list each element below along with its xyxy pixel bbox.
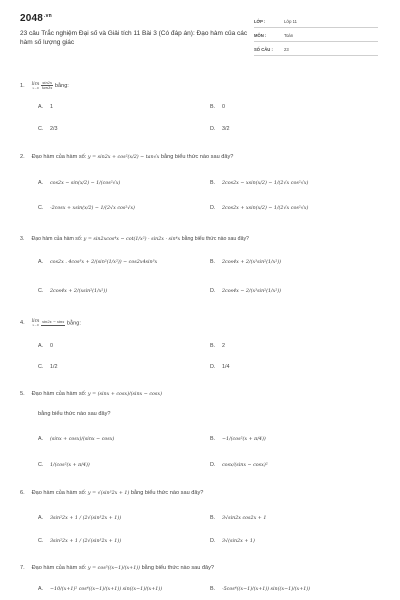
question-number: 2.	[20, 154, 25, 160]
numerator: sin2x	[42, 81, 52, 85]
question-1	[20, 81, 69, 90]
question-tail: bằng biểu thức nào sau đây?	[141, 565, 215, 571]
meta-key: LỚP :	[254, 19, 266, 24]
option-text: 2cos4x + 2/(x³sin²(1/x²))	[222, 260, 282, 265]
question-5-line2: bằng biểu thức nào sau đây?	[38, 411, 111, 417]
question-number: 1.	[20, 83, 25, 90]
q2-option-b[interactable]: B. 2cos2x − xsin(x/2) − 1/(2√x cos²√x)	[210, 180, 309, 186]
meta-value: 23	[284, 47, 289, 52]
option-text: 3√(sin2x + 1)	[222, 539, 255, 544]
question-number: 6.	[20, 490, 25, 496]
q3-option-c[interactable]: C. 2cos4x + 2/(xsin²(1/x²))	[38, 288, 108, 294]
option-text: 2cos4x + 2/(xsin²(1/x²))	[50, 289, 108, 294]
option-text: 3/2	[222, 126, 230, 132]
option-text: 0	[222, 104, 225, 110]
q3-option-a[interactable]: A. cos2x . 4cos³x + 2/(sin²(1/x²)) − cos2x4sin³x	[38, 259, 158, 265]
lim-sub: x→0	[32, 323, 39, 327]
question-tail: bằng biểu thức nào sau đây?	[181, 236, 249, 242]
question-number: 7.	[20, 565, 25, 571]
q4-option-d[interactable]: D. 1/4	[210, 364, 230, 370]
meta-row-class	[254, 14, 378, 28]
q5-option-b[interactable]: B. −1/(cos²(x + π/4))	[210, 436, 266, 442]
q6-option-c[interactable]: C. 3sin²2x + 1 / (2√(sin³2x + 1))	[38, 538, 122, 544]
meta-value: Lớp 11	[284, 19, 297, 24]
option-text: 2cos2x + xsin(x/2) − 1/(2√x cos²√x)	[222, 206, 309, 211]
option-text: 2/3	[50, 126, 58, 132]
q4-option-c[interactable]: C. 1/2	[38, 364, 58, 370]
q1-option-b[interactable]: B. 0	[210, 104, 225, 110]
limit-expression	[32, 82, 40, 90]
logo-suffix: .vn	[44, 13, 52, 19]
option-text: 2cos4x − 2/(x³sin²(1/x²))	[222, 289, 282, 294]
question-text: Đạo hàm của hàm số:	[31, 565, 87, 571]
option-text: 1	[50, 104, 53, 110]
document-title: 23 câu Trắc nghiệm Đại số và Giải tích 11 Bài 3 (Có đáp án): Đạo hàm của các hàm số lượng giác	[20, 30, 248, 46]
question-number: 5.	[20, 391, 25, 397]
q6-option-a[interactable]: A. 3sin²2x + 1 / (2√(sin³2x + 1))	[38, 515, 122, 521]
option-text: −10/(x+1)² cos⁴((x−1)/(x+1)) sin((x−1)/(x+1))	[50, 587, 163, 592]
denominator: tan3x	[42, 86, 53, 91]
q1-option-a[interactable]: A. 1	[38, 104, 53, 110]
q2-option-d[interactable]: D. 2cos2x + xsin(x/2) − 1/(2√x cos²√x)	[210, 205, 309, 211]
option-text: 3√sin2x cos2x + 1	[222, 516, 267, 521]
question-number: 3.	[20, 236, 25, 242]
q1-option-c[interactable]: C. 2/3	[38, 126, 58, 132]
option-text: 1/(cos²(x + π/4))	[50, 463, 90, 468]
question-text: Đạo hàm của hàm số:	[31, 236, 83, 242]
meta-value: Toán	[284, 33, 294, 38]
question-6	[20, 490, 203, 496]
question-7	[20, 565, 214, 571]
q5-option-c[interactable]: C. 1/(cos²(x + π/4))	[38, 462, 90, 468]
option-text: -5cos⁴((x−1)/(x+1)) sin((x−1)/(x+1))	[222, 587, 311, 592]
meta-key: MÔN :	[254, 33, 267, 38]
q1-option-d[interactable]: D. 3/2	[210, 126, 230, 132]
lim-word: lim	[31, 318, 40, 324]
question-number: 4.	[20, 320, 25, 327]
option-text: 2cos2x − xsin(x/2) − 1/(2√x cos²√x)	[222, 181, 309, 186]
option-text: 3sin²2x + 1 / (2√(sin³2x + 1))	[50, 516, 122, 521]
option-text: 0	[50, 343, 53, 349]
formula: y = cos⁵((x−1)/(x+1))	[87, 566, 140, 571]
question-tail: bằng biểu thức nào sau đây?	[160, 154, 234, 160]
fraction	[41, 320, 65, 325]
q5-option-a[interactable]: A. (sinx + cosx)/(sinx − cosx)	[38, 436, 115, 442]
fraction	[41, 81, 53, 90]
option-text: 1/4	[222, 364, 230, 370]
formula: y = (sinx + cosx)/(sinx − cosx)	[87, 392, 162, 397]
question-text: Đạo hàm của hàm số:	[31, 154, 87, 160]
question-5	[20, 391, 162, 397]
option-text: cos2x . 4cos³x + 2/(sin²(1/x²)) − cos2x4sin³x	[50, 260, 158, 265]
option-text: 2	[222, 343, 225, 349]
lim-sub: x→0	[32, 85, 39, 90]
formula: y = sin2xcos⁴x − cot(1/x²) · sin2x · sin⁴x	[83, 237, 181, 242]
option-text: cos2x − sin(x/2) − 1/(cos²√x)	[50, 181, 121, 186]
question-tail: bằng:	[66, 320, 81, 327]
q4-option-a[interactable]: A. 0	[38, 343, 53, 349]
q7-option-a[interactable]: A. −10/(x+1)² cos⁴((x−1)/(x+1)) sin((x−1)/(x+1))	[38, 586, 163, 592]
option-text: -2cosx + xsin(x/2) − 1/(2√x cos²√x)	[50, 206, 135, 211]
meta-row-subject	[254, 28, 378, 42]
formula: y = √(sin³2x + 1)	[87, 491, 130, 496]
q5-option-d[interactable]: D. cosx/(sinx − cosx)²	[210, 462, 268, 468]
question-text: Đạo hàm của hàm số:	[31, 391, 87, 397]
meta-key: SỐ CÂU :	[254, 47, 273, 52]
option-text: −1/(cos²(x + π/4))	[222, 437, 266, 442]
limit-expression	[32, 319, 40, 327]
meta-row-count	[254, 42, 378, 56]
q2-option-c[interactable]: C. -2cosx + xsin(x/2) − 1/(2√x cos²√x)	[38, 205, 135, 211]
option-text: cosx/(sinx − cosx)²	[222, 463, 268, 468]
numerator: sin2x − sinx	[42, 320, 65, 325]
q6-option-d[interactable]: D. 3√(sin2x + 1)	[210, 538, 255, 544]
q4-option-b[interactable]: B. 2	[210, 343, 225, 349]
document-header	[0, 0, 400, 62]
q6-option-b[interactable]: B. 3√sin2x cos2x + 1	[210, 515, 267, 521]
q2-option-a[interactable]: A. cos2x − sin(x/2) − 1/(cos²√x)	[38, 180, 121, 186]
option-text: 1/2	[50, 364, 58, 370]
logo-text: 2048	[20, 13, 44, 24]
question-2	[20, 154, 233, 160]
question-tail: bằng:	[54, 83, 69, 90]
question-4	[20, 319, 81, 327]
question-3	[20, 236, 249, 242]
question-text: Đạo hàm của hàm số:	[31, 490, 87, 496]
site-logo[interactable]	[20, 13, 52, 24]
option-text: 3sin²2x + 1 / (2√(sin³2x + 1))	[50, 539, 122, 544]
q3-option-b[interactable]: B. 2cos4x + 2/(x³sin²(1/x²))	[210, 259, 282, 265]
lim-word: lim	[31, 80, 40, 87]
option-text: (sinx + cosx)/(sinx − cosx)	[50, 437, 115, 442]
question-tail: bằng biểu thức nào sau đây?	[130, 490, 204, 496]
formula: y = sin2x + cos²(x/2) − tan√x	[87, 155, 160, 160]
q7-option-b[interactable]: B. -5cos⁴((x−1)/(x+1)) sin((x−1)/(x+1))	[210, 586, 311, 592]
q3-option-d[interactable]: D. 2cos4x − 2/(x³sin²(1/x²))	[210, 288, 282, 294]
